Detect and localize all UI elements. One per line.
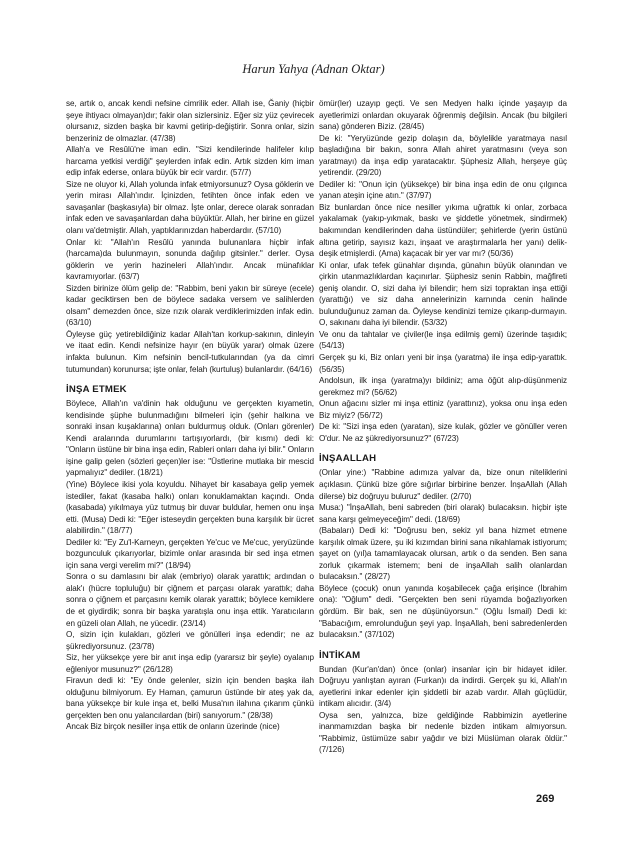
- right-column: [319, 98, 567, 756]
- paragraph: ömür(ler) uzayıp geçti. Ve sen Medyen halkı içinde yaşayıp da ayetlerimizi onlardan okuyarak öğrenmiş değilsin. Ancak (bu bilgileri sana) gönderen Biziz. (28/45): [319, 99, 567, 132]
- paragraph: Dediler ki: "Ey Zu'l-Karneyn, gerçekten Ye'cuc ve Me'cuc, yeryüzünde bozgunculuk çıkarıyorlar, bizimle onlar arasında bir sed inşa etmen için sana vergi verelim mi?" (18/94): [66, 537, 314, 570]
- paragraph: Ve onu da tahtalar ve çiviler(le inşa edilmiş gemi) üzerinde taşıdık; (54/13): [319, 329, 567, 351]
- section-heading-intikam: İNTİKAM: [319, 649, 361, 661]
- paragraph: Böylece, Allah'ın va'dinin hak olduğunu ve gerçekten kıyametin, kendisinde şüphe bulunmadığını bilmeleri için (şehir halkına ve sonraki insan kuşaklarına) onları buldurmuş olduk. (Onları görenler) Kendi aralarında durumlarını tartışıyorlardı, (bir kısmı) dedi ki: "Onların üstüne bir bina inşa edin, Rableri onları daha iyi bilir." Onların işine galip gelen (sözleri geçen)ler ise: "Üstlerine mutlaka bir mescid yapmalıyız" dediler. (18/21): [66, 399, 314, 478]
- paragraph: Öyleyse güç yetirebildiğiniz kadar Allah'tan korkup-sakının, dinleyin ve itaat edin. Kendi nefsinize hayır (en büyük yarar) olmak üzere infakta bulunun. Kim nefsinin bencil-tutkularından (ya da cimri tutumundan) korunursa; işte onlar, felah (kurtuluş) bulanlardır. (64/16): [66, 329, 314, 374]
- left-column: [66, 98, 314, 733]
- paragraph: se, artık o, ancak kendi nefsine cimrilik eder. Allah ise, Ğaniy (hiçbir şeye ihtiyacı olmayan)dır; fakir olan sizlersiniz. Eğer siz yüz çevirecek olursanız, sizden başka bir kavmi getirip-değiştirir. Sonra onlar, sizin benzeriniz de olmazlar. (47/38): [66, 99, 314, 143]
- paragraph: Oysa sen, yalnızca, bize geldiğinde Rabbimizin ayetlerine inanmamızdan başka bir nedenle bizden intikam almıyorsun. "Rabbimiz, üstümüze sabır yağdır ve bizi Müslüman olarak öldür." (7/126): [319, 710, 567, 755]
- paragraph: Gerçek şu ki, Biz onları yeni bir inşa (yaratma) ile inşa edip-yarattık. (56/35): [319, 353, 567, 374]
- paragraph: O, sizin için kulakları, gözleri ve gönülleri inşa edendir; ne az şükrediyorsunuz. (23/78): [66, 630, 314, 651]
- paragraph: Onlar ki: "Allah'ın Resûlü yanında bulunanlara hiçbir infak (harcama)da bulunmayın, sonunda dağılıp gitsinler." derler. Oysa göklerin ve yerin hazineleri Allah'ındır. Ancak münafıklar kavramıyorlar. (63/7): [66, 237, 314, 282]
- paragraph: Firavun dedi ki: "Ey önde gelenler, sizin için benden başka ilah olduğunu bilmiyorum. Ey Haman, çamurun üstünde bir ateş yak da, bana yüksekçe bir kule inşa et, belki Musa'nın ilahına çıkarım çünkü gerçekten ben onu yalancılardan (biri) sanıyorum." (28/38): [66, 676, 314, 720]
- paragraph: Siz, her yüksekçe yere bir anıt inşa edip (yararsız bir şeyle) oyalanıp eğleniyor musunuz?" (26/128): [66, 653, 314, 674]
- paragraph: (Babaları) Dedi ki: "Doğrusu ben, sekiz yıl bana hizmet etmene karşılık olmak üzere, şu iki kızımdan birini sana nikahlamak istiyorum; şayet on (yıl)a tamamlayacak olursan, artık o da senden. Ben sana zorluk çıkarmak istemem; beni de inşaAllah salih olanlardan bulacaksın." (28/27): [319, 526, 567, 582]
- paragraph: Ki onlar, ufak tefek günahlar dışında, günahın büyük olanından ve çirkin utanmazlıklardan kaçınırlar. Şüphesiz senin Rabbin, mağfireti geniş olandır. O, sizi daha iyi bilendir; hem sizi topraktan inşa ettiği (yarattığı) ve siz daha annelerinizin karnında cenin halinde bulunduğunuz zaman da. Öyleyse kendinizi temize çıkarıp-durmayın. O, sakınanı daha iyi bilendir. (53/32): [319, 260, 567, 328]
- paragraph: De ki: "Sizi inşa eden (yaratan), size kulak, gözler ve gönüller veren O'dur. Ne az şükrediyorsunuz?" (67/23): [319, 422, 567, 443]
- paragraph: Biz bunlardan önce nice nesiller yıkıma uğrattık ki onlar, zorbaca yakalamak (yakıp-yıkmak, baskı ve şiddetle yönetmek, sindirmek) bakımından kendilerinden daha üstündüler; şehirlerde (yerin üstünü altına getirip, sayısız kazı, inşaat ve araştırmalarla her yanı) delik-deşik etmişlerdi. (Ama) kaçacak bir yer var mı? (50/36): [319, 202, 567, 259]
- running-header: Harun Yahya (Adnan Oktar): [242, 62, 385, 76]
- page-number: 269: [536, 793, 555, 805]
- paragraph: (Onlar yine:) "Rabbine adımıza yalvar da, bize onun niteliklerini açıklasın. Çünkü bize göre sığırlar birbirine benzer. İnşaAllah (Allah dilerse) biz doğruyu buluruz" dediler. (2/70): [319, 468, 567, 501]
- paragraph: Sonra o su damlasını bir alak (embriyo) olarak yarattık; ardından o alak'ı (hücre topluluğu) bir çiğnem et parçası olarak yarattık; daha sonra o çiğnem et parçasını kemik olarak yarattık; böylece kemiklere de et giydirdik; sonra bir başka yaratışla onu inşa ettik. Yaratıcıların en güzeli olan Allah, ne yücedir. (23/14): [66, 572, 314, 628]
- paragraph: Sizden birinize ölüm gelip de: "Rabbim, beni yakın bir süreye (ecele) kadar geciktirsen ben de böylece sadaka versem ve salihlerden olsam" demezden önce, size rızık olarak verdiklerimizden infak edin. (63/10): [66, 283, 314, 328]
- paragraph: Dediler ki: "Onun için (yüksekçe) bir bina inşa edin de onu çılgınca yanan ateşin içine atın." (37/97): [319, 179, 567, 201]
- section-heading-insaallah: İNŞAALLAH: [319, 453, 377, 465]
- paragraph: Andolsun, ilk inşa (yaratma)yı bildiniz; ama öğüt alıp-düşünmeniz gerekmez mi? (56/62): [319, 376, 567, 397]
- paragraph: Onun ağacını sizler mi inşa ettiniz (yarattınız), yoksa onu inşa eden Biz miyiz? (56/72): [319, 399, 567, 420]
- section-heading-insa-etmek: İNŞA ETMEK: [66, 384, 127, 396]
- paragraph: Böylece (çocuk) onun yanında koşabilecek çağa erişince (İbrahim ona): "Oğlum" dedi. "Gerçekten ben seni rüyamda boğazlıyorken gördüm. Bir bak, sen ne düşünüyorsun." (Oğlu İsmail) Dedi ki: "Babacığım, emrolunduğun şeyi yap. İnşaAllah, beni sabredenlerden bulacaksın." (37/102): [319, 583, 567, 640]
- paragraph: De ki: "Yeryüzünde gezip dolaşın da, böylelikle yaratmaya nasıl başladığına bir bakın, sonra Allah ahiret yaratmasını (veya son yaratmayı) da inşa edip yaratacaktır. Şüphesiz Allah, herşeye güç yetirendir. (29/20): [319, 133, 567, 178]
- paragraph: (Yine) Böylece ikisi yola koyuldu. Nihayet bir kasabaya gelip yemek istediler, fakat (kasaba halkı) onları konuklamaktan kaçındı. Onda (kasabada) yıkılmaya yüz tutmuş bir duvar buldular, hemen onu inşa etti. (Musa) Dedi ki: "Eğer isteseydin gerçekten buna karşılık bir ücret alabilirdin." (18/77): [66, 479, 314, 536]
- paragraph: Ancak Biz birçok nesiller inşa ettik de onların üzerinde (nice): [66, 722, 280, 732]
- paragraph: Musa:) "İnşaAllah, beni sabreden (biri olarak) bulacaksın. hiçbir işte sana karşı gelmeyeceğim" dedi. (18/69): [319, 503, 567, 524]
- paragraph: Bundan (Kur'an'dan) önce (onlar) insanlar için bir hidayet idiler. Doğruyu yanlıştan ayıran (Furkan)ı da indirdi. Gerçek şu ki, Allah'ın ayetlerini inkar edenler için şiddetli bir azab vardır. Allah güçlüdür, intikam alıcıdır. (3/4): [319, 664, 567, 709]
- paragraph: Allah'a ve Resûlü'ne iman edin. "Sizi kendilerinde halifeler kılıp harcama yetkisi verdiği" şeylerden infak edin. Artık sizden kim iman edip infak ederse, onlara büyük bir ecir vardır. (57/7): [66, 145, 314, 178]
- paragraph: Size ne oluyor ki, Allah yolunda infak etmiyorsunuz? Oysa göklerin ve yerin mirası Allah'ındır. İçinizden, fetihten önce infak eden ve savaşanlar (başkasıyla) bir olmaz. İşte onlar, derece olarak sonradan infak eden ve savaşanlardan daha büyüktür. Allah, her birine en güzel olanı va'detmiştir. Allah, yaptıklarınızdan haberdardır. (57/10): [66, 179, 314, 236]
